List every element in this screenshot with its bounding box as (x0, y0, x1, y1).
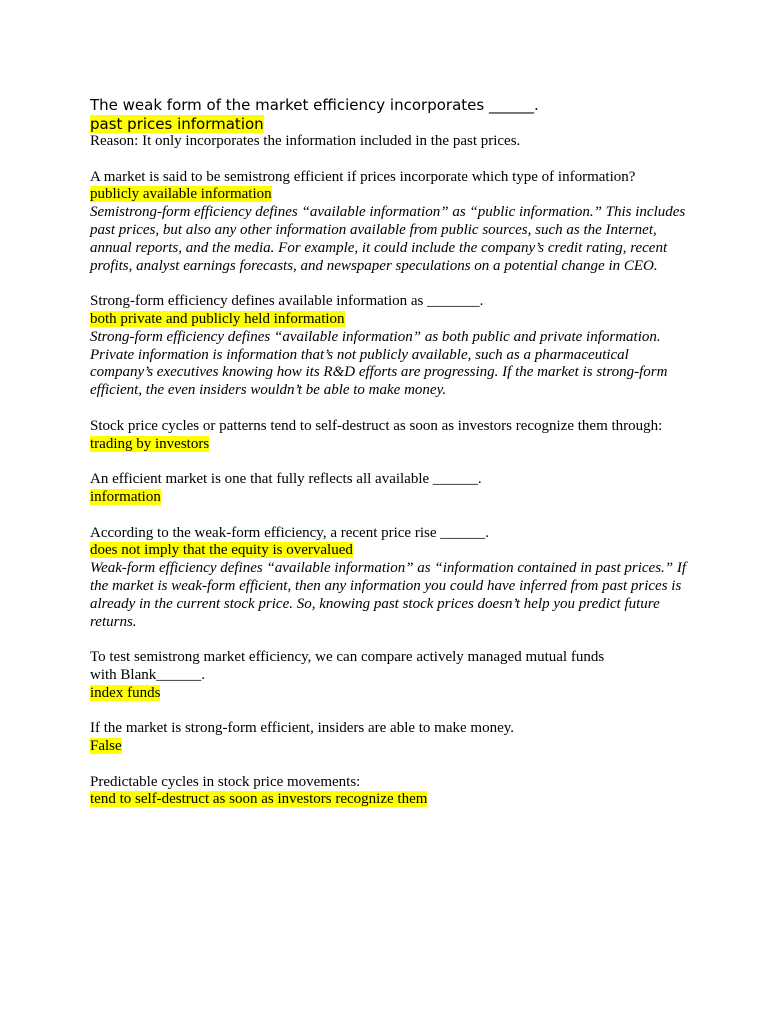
qa-block-weak-form (90, 96, 690, 151)
explanation-text: Strong-form efficiency defines “available information” as both public and private information. Private information is information that’s not publicly available, such as a pharmaceutical company’s executives knowing how its R&D efforts are progressing. If the market is strong-form efficient, the even insiders wouldn’t be able to make money. (90, 328, 668, 399)
question-text: An efficient market is one that fully reflects all available ______. (90, 471, 482, 488)
explanation-text: Weak-form efficiency defines “available information” as “information contained in past prices.” If the market is weak-form efficient, then any information you could have inferred from past prices is already in the current stock price. So, knowing past stock prices doesn’t help you predict future returns. (90, 560, 687, 630)
highlighted-answer: information (90, 488, 161, 505)
highlighted-answer: trading by investors (90, 435, 210, 452)
highlighted-answer: past prices information (90, 115, 264, 133)
qa-block-efficient-market (90, 471, 690, 507)
qa-block-strong-form (90, 293, 690, 400)
qa-block-semistrong (90, 169, 690, 276)
question-text: According to the weak-form efficiency, a recent price rise ______. (90, 524, 489, 541)
qa-block-semistrong-test (90, 649, 690, 702)
highlighted-answer: False (90, 738, 122, 755)
qa-block-price-cycles (90, 418, 690, 454)
question-text: Strong-form efficiency defines available information as _______. (90, 293, 484, 310)
question-text: Predictable cycles in stock price movements: (90, 773, 361, 790)
explanation-text: Reason: It only incorporates the information included in the past prices. (90, 133, 521, 149)
explanation-text: Semistrong-form efficiency defines “available information” as “public information.” This includes past prices, but also any other information available from public sources, such as the Internet, annual reports, and the media. For example, it could include the company’s credit rating, recent profits, analyst earnings forecasts, and newspaper speculations on a potential change in CEO. (90, 204, 686, 274)
question-text: If the market is strong-form efficient, insiders are able to make money. (90, 720, 515, 737)
question-text: A market is said to be semistrong efficient if prices incorporate which type of information? (90, 168, 636, 185)
question-text-line2: with Blank______. (90, 666, 205, 683)
highlighted-answer: tend to self-destruct as soon as investors recognize them (90, 791, 428, 808)
qa-block-predictable-cycles (90, 774, 690, 810)
highlighted-answer: both private and publicly held information (90, 310, 345, 327)
highlighted-answer: index funds (90, 684, 161, 701)
highlighted-answer: publicly available information (90, 186, 272, 203)
question-text-line1: To test semistrong market efficiency, we can compare actively managed mutual funds (90, 649, 605, 666)
document-page (90, 96, 690, 827)
highlighted-answer: does not imply that the equity is overvalued (90, 542, 353, 559)
qa-block-insiders (90, 720, 690, 756)
question-text: Stock price cycles or patterns tend to self-destruct as soon as investors recognize them through: (90, 417, 663, 434)
question-text: The weak form of the market efficiency incorporates ______. (90, 96, 539, 114)
qa-block-price-rise (90, 525, 690, 632)
